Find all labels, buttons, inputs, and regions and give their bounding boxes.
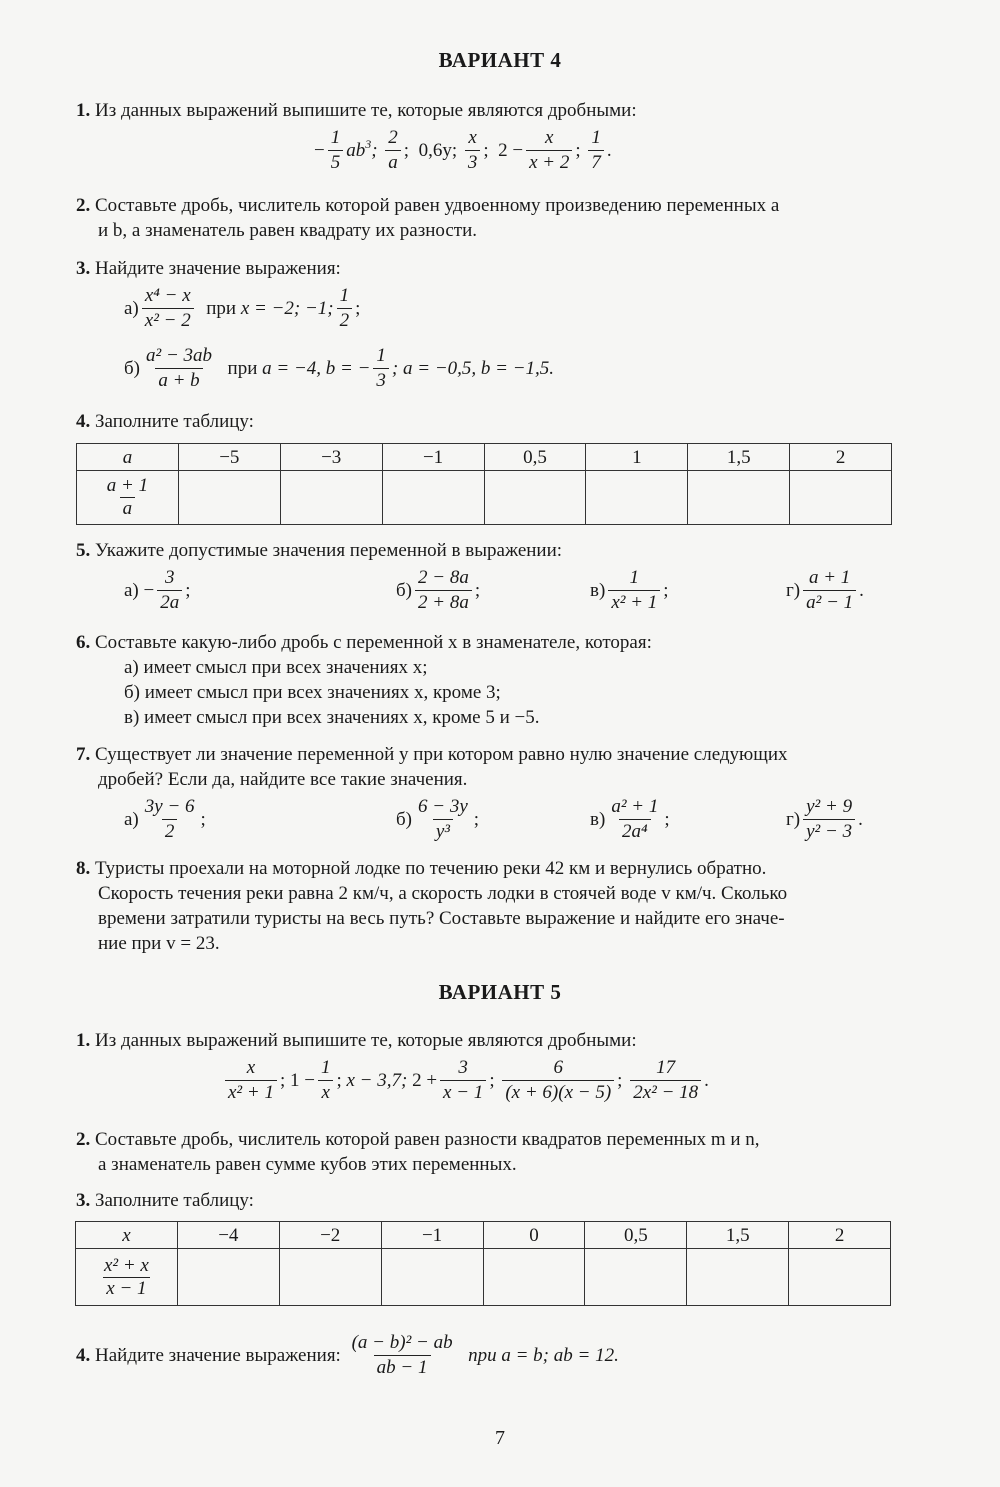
v4-task-6: 6. Составьте какую-либо дробь с переменной x в знаменателе, которая: — [76, 632, 652, 653]
variant-4-title: ВАРИАНТ 4 — [438, 48, 562, 72]
v4-task-4: 4. Заполните таблицу: — [76, 411, 254, 432]
v4-task-6a: а) имеет смысл при всех значениях x; — [124, 657, 428, 678]
table-row — [76, 1249, 891, 1306]
v4-task-7b: б) $\frac{6 - 3y}{\text{y³}}$ ; — [396, 796, 480, 842]
v4-task-5: 5. Укажите допустимые значения переменной в выражении: — [76, 540, 563, 561]
table-cell: 1 — [586, 444, 688, 471]
v4-task-5c: в) $\frac{1}{\text{x² + 1}}$ ; — [590, 567, 669, 613]
table-cell-empty[interactable] — [483, 1249, 585, 1306]
table-cell-empty[interactable] — [280, 471, 382, 525]
v5-task-2: 2. Составьте дробь, числитель которой равен разности квадратов переменных m и n, — [76, 1129, 760, 1150]
v4-task-7c: в) $\frac{\text{a² + 1}}{\text{2a⁴}}$ ; — [590, 796, 670, 842]
table-cell-empty[interactable] — [382, 471, 484, 525]
v4-task-8-line3: времени затратили туристы на весь путь? Составьте выражение и найдите его значе- — [98, 908, 785, 929]
v4-task-3a: а) $\frac{\text{x⁴ − x}}{\text{x² − 2}}$ при x = −2; −1; $\frac{1}{2}$ ; — [124, 285, 361, 331]
v4-task-7d: г) $\frac{\text{y² + 9}}{\text{y² − 3}}$ . — [786, 796, 863, 842]
table-cell-empty[interactable] — [178, 471, 280, 525]
v4-fill-table — [76, 443, 892, 525]
table-header-row — [77, 444, 892, 471]
table-cell: −2 — [279, 1222, 381, 1249]
table-cell: 0 — [483, 1222, 585, 1249]
v4-task-6b: б) имеет смысл при всех значениях x, кроме 3; — [124, 682, 501, 703]
table-cell-empty[interactable] — [484, 471, 586, 525]
task-number: 1. — [76, 100, 91, 121]
table-cell-empty[interactable] — [279, 1249, 381, 1306]
v5-task-1: 1. Из данных выражений выпишите те, которые являются дробными: — [76, 1030, 637, 1051]
table-cell: −3 — [280, 444, 382, 471]
table-cell: 1,5 — [687, 1222, 789, 1249]
table-cell: x — [76, 1222, 178, 1249]
table-cell-empty[interactable] — [177, 1249, 279, 1306]
v4-task-7: 7. Существует ли значение переменной y при котором равно нулю значение следующих — [76, 744, 788, 765]
v4-task-1 — [76, 98, 894, 123]
v4-task-7-cont: дробей? Если да, найдите все такие значения. — [98, 769, 468, 790]
table-cell-empty[interactable] — [585, 1249, 687, 1306]
v4-task-2: 2. Составьте дробь, числитель которой равен удвоенному произведению переменных a — [76, 195, 780, 216]
table-cell: −1 — [382, 444, 484, 471]
table-cell-empty[interactable] — [790, 471, 892, 525]
table-cell: a — [77, 444, 179, 471]
page-number: 7 — [495, 1427, 505, 1449]
table-row — [77, 471, 892, 525]
variant-5-title: ВАРИАНТ 5 — [438, 980, 562, 1004]
v5-task-4: 4. Найдите значение выражения: $\frac{\text{(a − b)² − ab}}{ab - 1}$ при a = b; ab = 12. — [76, 1332, 619, 1378]
table-cell: 2 — [790, 444, 892, 471]
table-cell: −4 — [177, 1222, 279, 1249]
v4-task-3b: б) $\frac{\text{a² − 3ab}}{a + b}$ при a = −4, b = − $\frac{1}{3}$ ; a = −0,5, b = −1,5. — [124, 345, 555, 391]
v5-task-1-expressions: $\frac{x}{\text{x² + 1}}$ ; 1 − $\frac{1}{x}$ ; x − 3,7; 2 + $\frac{3}{x - 1}$ ; $\frac{6}{(x + 6)(x - 5)}$ ; $\frac{17}{\text{2x² − 18}}$ . — [222, 1056, 709, 1105]
table-cell-empty[interactable] — [381, 1249, 483, 1306]
table-cell: 0,5 — [585, 1222, 687, 1249]
table-cell-empty[interactable] — [586, 471, 688, 525]
v4-task-7a: а) $\frac{3y - 6}{2}$ ; — [124, 796, 206, 842]
table-cell: 1,5 — [688, 444, 790, 471]
v4-task-8: 8. Туристы проехали на моторной лодке по течению реки 42 км и вернулись обратно. — [76, 858, 767, 879]
table-cell: $\frac{\text{x² + x}}{x - 1}$ — [76, 1249, 178, 1306]
v4-task-1-expressions: − $\frac{1}{5}$ $ab^3$; $\frac{2}{a}$ ; 0,6y; $\frac{x}{3}$ ; 2 − $\frac{x}{x + 2}$ ; $\frac{1}{7}$ . — [314, 127, 612, 173]
v4-task-3: 3. Найдите значение выражения: — [76, 258, 341, 279]
v4-task-6c: в) имеет смысл при всех значениях x, кроме 5 и −5. — [124, 707, 540, 728]
table-cell-empty[interactable] — [687, 1249, 789, 1306]
table-cell: 0,5 — [484, 444, 586, 471]
table-cell-empty[interactable] — [688, 471, 790, 525]
table-cell: −1 — [381, 1222, 483, 1249]
v4-task-5b: б) $\frac{2 - 8a}{2 + 8a}$ ; — [396, 567, 481, 613]
v4-task-5a: а) − $\frac{3}{2a}$ ; — [124, 567, 191, 613]
v4-task-8-line4: ние при v = 23. — [98, 933, 220, 954]
v4-task-2-cont: и b, а знаменатель равен квадрату их разности. — [98, 220, 477, 241]
v5-task-3: 3. Заполните таблицу: — [76, 1190, 254, 1211]
v4-task-8-line2: Скорость течения реки равна 2 км/ч, а скорость лодки в стоячей воде v км/ч. Сколько — [98, 883, 788, 904]
table-cell-empty[interactable] — [789, 1249, 891, 1306]
table-header-row — [76, 1222, 891, 1249]
table-cell: 2 — [789, 1222, 891, 1249]
v4-task-5d: г) $\frac{a + 1}{\text{a² − 1}}$ . — [786, 567, 864, 613]
table-cell: $\frac{a + 1}{a}$ — [77, 471, 179, 525]
v5-fill-table — [75, 1221, 891, 1306]
task-text: Из данных выражений выпишите те, которые являются дробными: — [95, 100, 637, 121]
v5-task-2-cont: а знаменатель равен сумме кубов этих переменных. — [98, 1154, 517, 1175]
table-cell: −5 — [178, 444, 280, 471]
